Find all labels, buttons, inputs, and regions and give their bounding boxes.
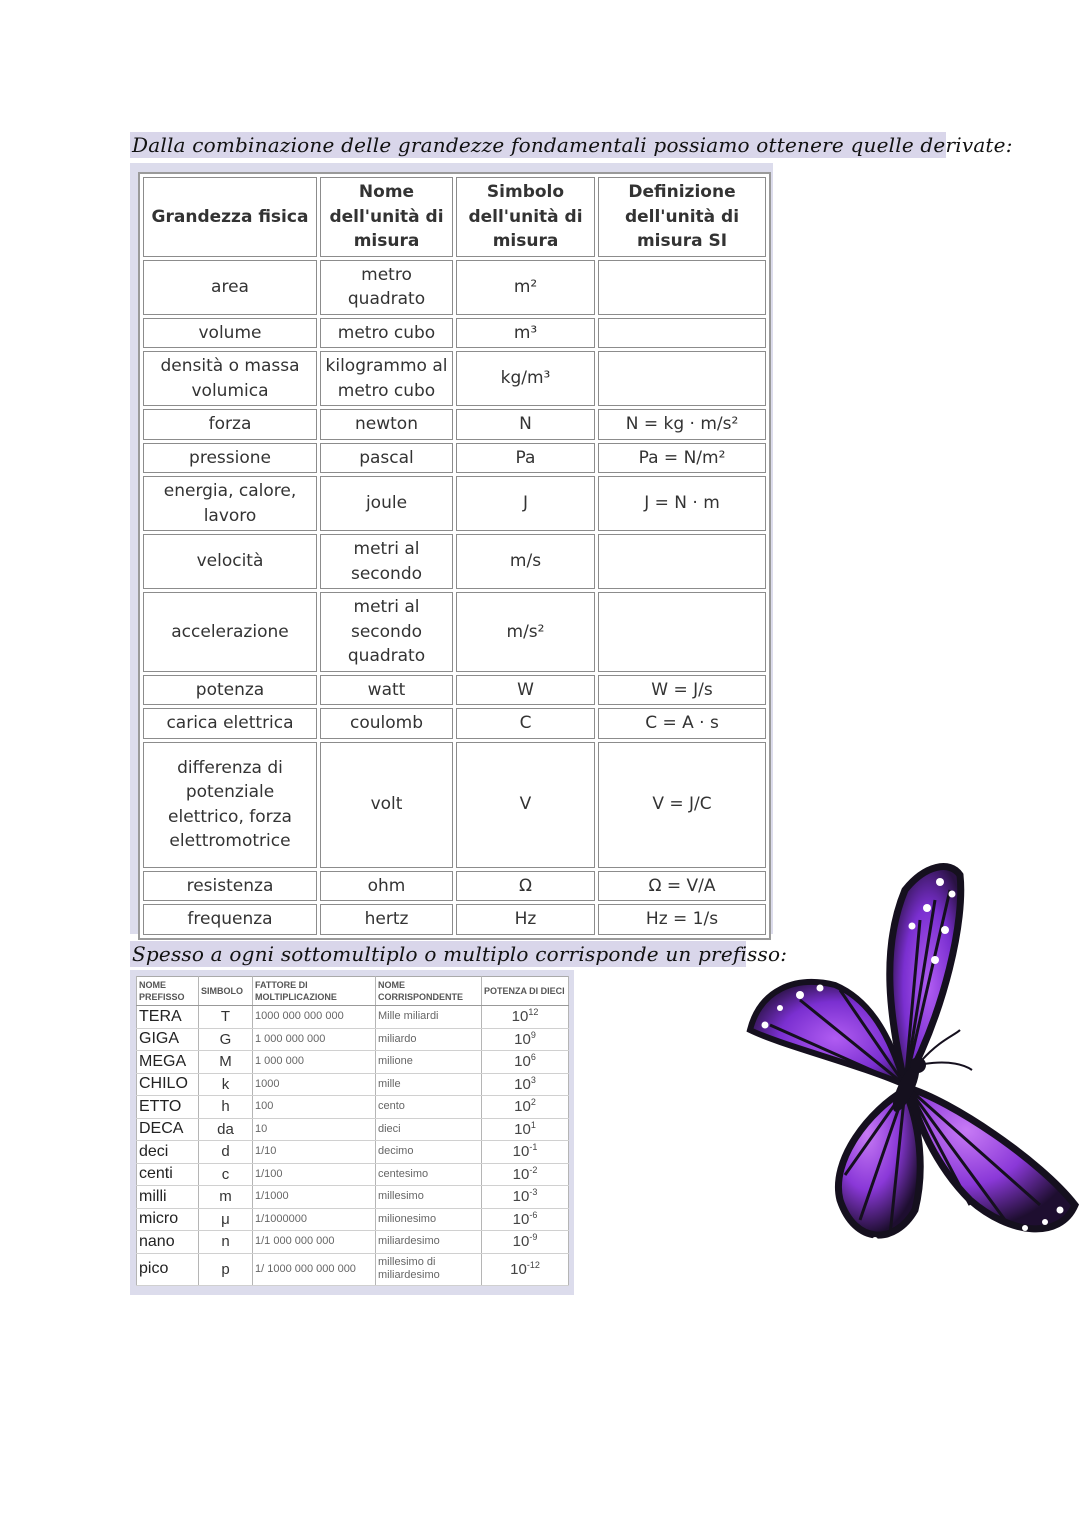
cell-quantity: pressione (143, 443, 317, 474)
cell-prefix-name: centi (137, 1163, 199, 1186)
cell-unit-symbol: V (456, 742, 595, 868)
cell-prefix-factor: 1/1 000 000 000 (253, 1231, 376, 1254)
power-base: 10 (514, 1030, 531, 1048)
cell-prefix-name: micro (137, 1208, 199, 1231)
cell-prefix-symbol: m (199, 1186, 253, 1209)
cell-prefix-factor: 1 000 000 000 (253, 1028, 376, 1051)
cell-si-definition (598, 592, 766, 672)
cell-prefix-symbol: p (199, 1253, 253, 1285)
cell-unit-symbol: W (456, 675, 595, 706)
cell-prefix-power (482, 1118, 569, 1141)
cell-quantity: energia, calore, lavoro (143, 476, 317, 531)
cell-unit-name: watt (320, 675, 453, 706)
cell-unit-symbol: m/s (456, 534, 595, 589)
power-base: 10 (514, 1120, 531, 1138)
cell-prefix-name: deci (137, 1141, 199, 1164)
prefix-row (137, 1231, 569, 1254)
cell-unit-symbol: m³ (456, 318, 595, 349)
cell-prefix-corresponding: decimo (376, 1141, 482, 1164)
cell-prefix-symbol: n (199, 1231, 253, 1254)
units-row (143, 871, 766, 902)
prefix-row (137, 1253, 569, 1285)
cell-prefix-factor: 1/10 (253, 1141, 376, 1164)
power-exponent: -1 (529, 1142, 538, 1153)
cell-quantity: carica elettrica (143, 708, 317, 739)
cell-prefix-factor: 1 000 000 (253, 1051, 376, 1074)
cell-unit-name: pascal (320, 443, 453, 474)
prefix-row (137, 1163, 569, 1186)
units-row (143, 443, 766, 474)
cell-prefix-name: CHILO (137, 1073, 199, 1096)
units-row (143, 708, 766, 739)
derived-units-table-frame (130, 163, 773, 934)
units-row (143, 351, 766, 406)
cell-prefix-corresponding: miliardesimo (376, 1231, 482, 1254)
units-row (143, 409, 766, 440)
header-unit-symbol: Simbolo dell'unità di misura (456, 177, 595, 257)
cell-quantity: differenza di potenziale elettrico, forza elettromotrice (143, 742, 317, 868)
cell-unit-name: hertz (320, 904, 453, 935)
cell-prefix-symbol: d (199, 1141, 253, 1164)
cell-unit-symbol: Pa (456, 443, 595, 474)
power-exponent: -3 (529, 1187, 538, 1198)
cell-prefix-corresponding: milionesimo (376, 1208, 482, 1231)
prefix-row (137, 1096, 569, 1119)
cell-unit-name: newton (320, 409, 453, 440)
power-exponent: 2 (530, 1097, 536, 1108)
cell-prefix-power (482, 1073, 569, 1096)
cell-si-definition: Ω = V/A (598, 871, 766, 902)
cell-unit-symbol: Ω (456, 871, 595, 902)
cell-prefix-corresponding: cento (376, 1096, 482, 1119)
cell-si-definition: Pa = N/m² (598, 443, 766, 474)
cell-prefix-symbol: G (199, 1028, 253, 1051)
cell-prefix-power (482, 1163, 569, 1186)
power-base: 10 (512, 1233, 530, 1251)
cell-quantity: velocità (143, 534, 317, 589)
cell-prefix-power (482, 1051, 569, 1074)
cell-unit-name: coulomb (320, 708, 453, 739)
power-exponent: -2 (529, 1164, 538, 1175)
power-base: 10 (512, 1165, 530, 1183)
cell-si-definition: N = kg · m/s² (598, 409, 766, 440)
header-unit-name: Nome dell'unità di misura (320, 177, 453, 257)
power-exponent: 3 (530, 1074, 536, 1085)
power-exponent: 9 (530, 1029, 536, 1040)
power-exponent: 1 (530, 1119, 536, 1130)
cell-prefix-name: pico (137, 1253, 199, 1285)
power-base: 10 (514, 1098, 531, 1116)
prefix-row (137, 1208, 569, 1231)
cell-si-definition: V = J/C (598, 742, 766, 868)
prefix-table-frame (130, 970, 574, 1295)
power-exponent: -9 (529, 1232, 538, 1243)
power-base: 10 (510, 1260, 527, 1278)
cell-quantity: accelerazione (143, 592, 317, 672)
cell-prefix-name: DECA (137, 1118, 199, 1141)
header-prefix-symbol: SIMBOLO (199, 977, 253, 1006)
cell-quantity: forza (143, 409, 317, 440)
cell-prefix-factor: 1/1000 (253, 1186, 376, 1209)
cell-unit-symbol: N (456, 409, 595, 440)
cell-unit-name: kilogrammo al metro cubo (320, 351, 453, 406)
cell-unit-symbol: Hz (456, 904, 595, 935)
derived-units-table (138, 172, 771, 940)
cell-prefix-factor: 100 (253, 1096, 376, 1119)
units-row (143, 476, 766, 531)
units-row (143, 260, 766, 315)
cell-prefix-corresponding: millesimo di miliardesimo (376, 1253, 482, 1285)
power-exponent: 6 (530, 1052, 536, 1063)
units-row (143, 675, 766, 706)
prefix-table (136, 976, 569, 1286)
cell-prefix-name: GIGA (137, 1028, 199, 1051)
cell-prefix-corresponding: dieci (376, 1118, 482, 1141)
prefix-row (137, 1118, 569, 1141)
cell-unit-symbol: m² (456, 260, 595, 315)
cell-prefix-factor: 1000 (253, 1073, 376, 1096)
power-exponent: -6 (529, 1209, 538, 1220)
power-base: 10 (512, 1210, 530, 1228)
cell-prefix-power (482, 1006, 569, 1029)
cell-unit-name: metri al secondo (320, 534, 453, 589)
cell-unit-name: ohm (320, 871, 453, 902)
prefix-row (137, 1186, 569, 1209)
cell-unit-symbol: m/s² (456, 592, 595, 672)
cell-prefix-corresponding: centesimo (376, 1163, 482, 1186)
prefix-row (137, 1051, 569, 1074)
cell-quantity: area (143, 260, 317, 315)
cell-unit-name: volt (320, 742, 453, 868)
cell-quantity: resistenza (143, 871, 317, 902)
prefix-row (137, 1073, 569, 1096)
header-prefix-power: POTENZA DI DIECI (482, 977, 569, 1006)
cell-si-definition (598, 260, 766, 315)
cell-unit-name: metri al secondo quadrato (320, 592, 453, 672)
cell-unit-name: metro cubo (320, 318, 453, 349)
power-base: 10 (512, 1188, 530, 1206)
cell-unit-symbol: kg/m³ (456, 351, 595, 406)
cell-prefix-symbol: μ (199, 1208, 253, 1231)
cell-prefix-symbol: h (199, 1096, 253, 1119)
units-row (143, 318, 766, 349)
cell-prefix-power (482, 1208, 569, 1231)
header-prefix-name: NOME PREFISSO (137, 977, 199, 1006)
cell-prefix-symbol: T (199, 1006, 253, 1029)
power-base: 10 (512, 1143, 530, 1161)
cell-prefix-name: ETTO (137, 1096, 199, 1119)
cell-unit-name: joule (320, 476, 453, 531)
cell-si-definition (598, 534, 766, 589)
cell-prefix-factor: 1/ 1000 000 000 000 (253, 1253, 376, 1285)
cell-si-definition (598, 318, 766, 349)
cell-si-definition: J = N · m (598, 476, 766, 531)
units-row (143, 742, 766, 868)
cell-si-definition: C = A · s (598, 708, 766, 739)
units-row (143, 904, 766, 935)
cell-prefix-factor: 1/1000000 (253, 1208, 376, 1231)
cell-prefix-symbol: k (199, 1073, 253, 1096)
cell-prefix-corresponding: miliardo (376, 1028, 482, 1051)
power-base: 10 (511, 1008, 529, 1026)
cell-prefix-symbol: da (199, 1118, 253, 1141)
cell-si-definition: W = J/s (598, 675, 766, 706)
cell-prefix-factor: 10 (253, 1118, 376, 1141)
heading-prefixes: Spesso a ogni sottomultiplo o multiplo corrisponde un prefisso: (132, 942, 788, 966)
cell-prefix-factor: 1000 000 000 000 (253, 1006, 376, 1029)
cell-prefix-corresponding: millesimo (376, 1186, 482, 1209)
cell-prefix-symbol: M (199, 1051, 253, 1074)
heading-derived-quantities: Dalla combinazione delle grandezze fondamentali possiamo ottenere quelle derivate: (132, 133, 1013, 157)
cell-quantity: frequenza (143, 904, 317, 935)
cell-si-definition: Hz = 1/s (598, 904, 766, 935)
cell-unit-name: metro quadrato (320, 260, 453, 315)
prefix-row (137, 1141, 569, 1164)
cell-prefix-name: MEGA (137, 1051, 199, 1074)
cell-prefix-corresponding: milione (376, 1051, 482, 1074)
cell-quantity: volume (143, 318, 317, 349)
cell-si-definition (598, 351, 766, 406)
cell-prefix-power (482, 1231, 569, 1254)
cell-prefix-name: TERA (137, 1006, 199, 1029)
cell-prefix-power (482, 1186, 569, 1209)
header-prefix-factor: FATTORE DI MOLTIPLICAZIONE (253, 977, 376, 1006)
cell-prefix-power (482, 1096, 569, 1119)
cell-quantity: densità o massa volumica (143, 351, 317, 406)
cell-prefix-power (482, 1253, 569, 1285)
cell-prefix-power (482, 1141, 569, 1164)
cell-unit-symbol: C (456, 708, 595, 739)
butterfly-icon (740, 860, 1080, 1260)
cell-quantity: potenza (143, 675, 317, 706)
header-prefix-corresponding: NOME CORRISPONDENTE (376, 977, 482, 1006)
units-row (143, 592, 766, 672)
cell-prefix-symbol: c (199, 1163, 253, 1186)
cell-prefix-factor: 1/100 (253, 1163, 376, 1186)
power-base: 10 (514, 1075, 531, 1093)
prefix-row (137, 1028, 569, 1051)
header-quantity: Grandezza fisica (143, 177, 317, 257)
cell-prefix-name: nano (137, 1231, 199, 1254)
cell-unit-symbol: J (456, 476, 595, 531)
power-exponent: -12 (526, 1259, 540, 1270)
units-row (143, 534, 766, 589)
units-header-row (143, 177, 766, 257)
cell-prefix-corresponding: mille (376, 1073, 482, 1096)
cell-prefix-corresponding: Mille miliardi (376, 1006, 482, 1029)
prefix-row (137, 1006, 569, 1029)
cell-prefix-name: milli (137, 1186, 199, 1209)
power-exponent: 12 (528, 1007, 539, 1018)
power-base: 10 (514, 1053, 531, 1071)
prefix-header-row (137, 977, 569, 1006)
cell-prefix-power (482, 1028, 569, 1051)
header-si-definition: Definizione dell'unità di misura SI (598, 177, 766, 257)
